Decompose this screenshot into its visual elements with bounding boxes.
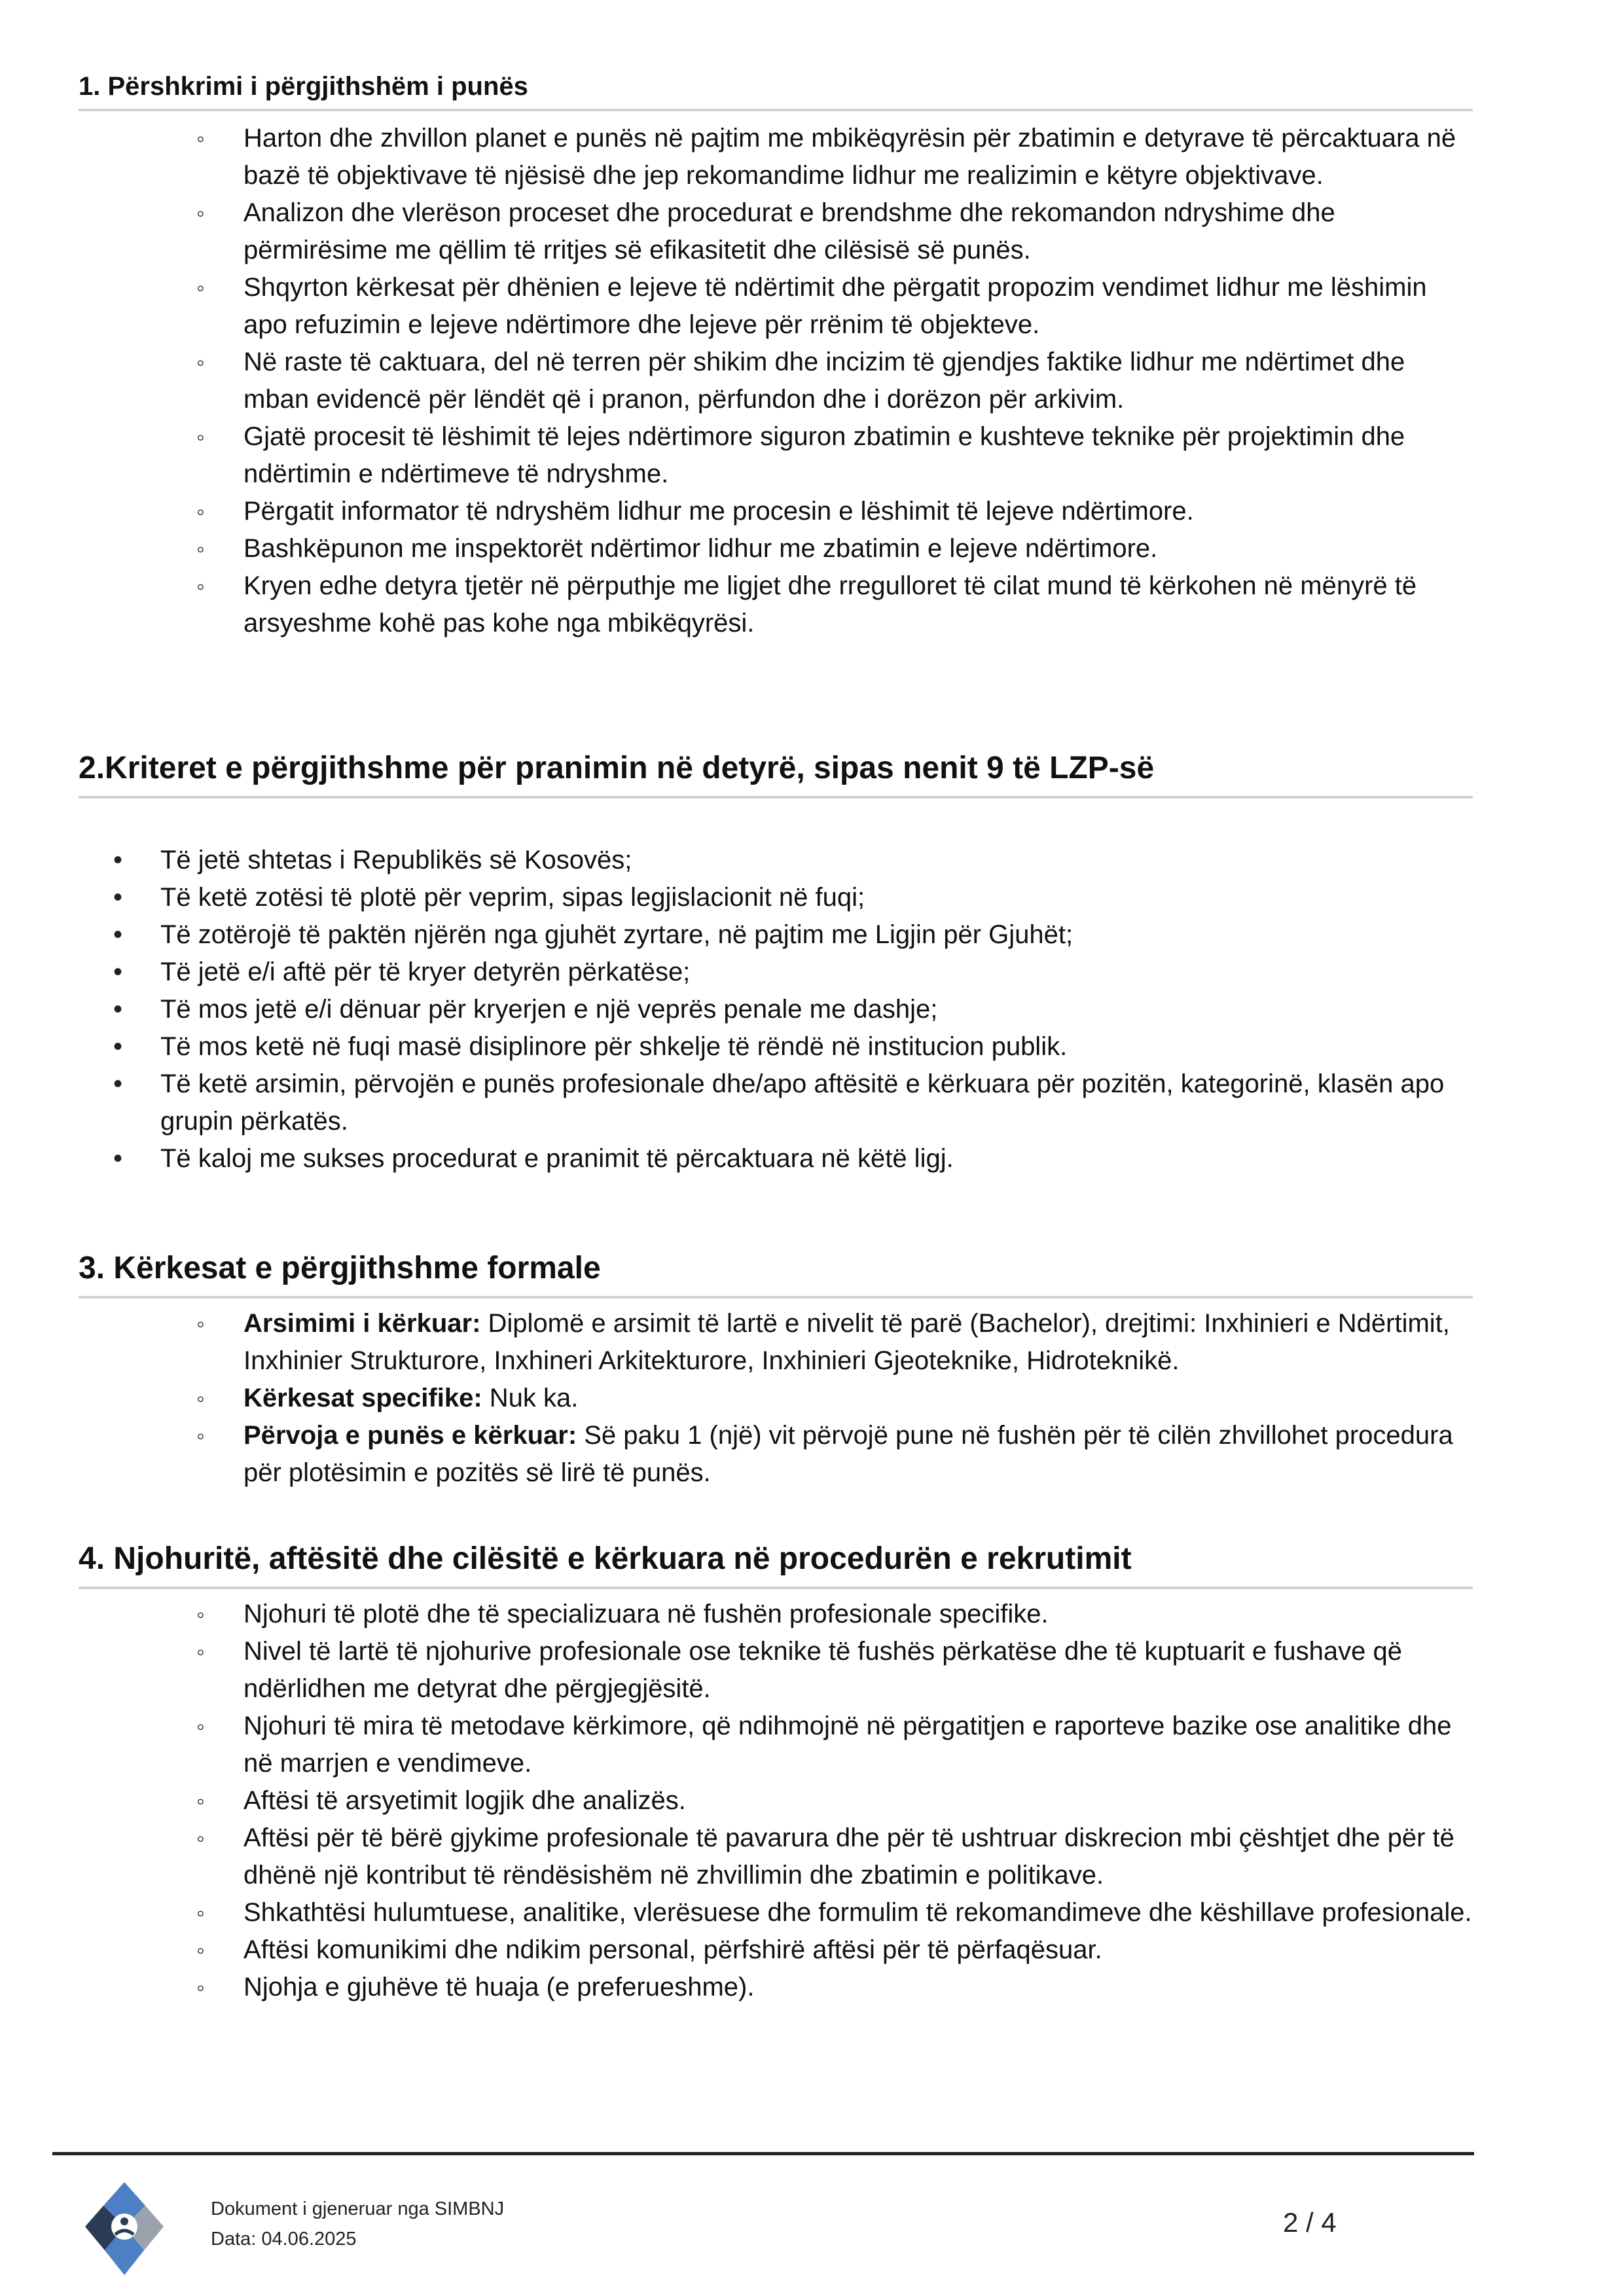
list-item: ◦ Shkathtësi hulumtuese, analitike, vlerësuese dhe formulim të rekomandimeve dhe këshillave profesionale. bbox=[244, 1894, 1474, 1931]
requirement-text: Diplomë e arsimit të lartë e nivelit të parë (Bachelor), drejtimi: Inxhinieri e Ndërtimit, Inxhinier Strukturore, Inxhineri Arkitekturore, Inxhinieri Gjeoteknike, Hidroteknikë. bbox=[244, 1309, 1450, 1375]
list-item: ◦ Aftësi për të bërë gjykime profesionale të pavarura dhe për të ushtruar diskrecion mbi çështjet dhe për të dhënë një kontribut të rëndësishëm në zhvillimin dhe zbatimin e politikave. bbox=[244, 1820, 1474, 1894]
list-item: ◦ Në raste të caktuara, del në terren për shikim dhe incizim të gjendjes faktike lidhur me ndërtimet dhe mban evidencë për lëndët që i pranon, përfundon dhe i dorëzon për arkivim. bbox=[244, 344, 1474, 418]
list-item: ◦ Shqyrton kërkesat për dhënien e lejeve të ndërtimit dhe përgatit propozim vendimet lidhur me lëshimin apo refuzimin e lejeve ndërtimore dhe lejeve për rrënim të objekteve. bbox=[244, 269, 1474, 344]
criteria-list bbox=[160, 842, 1476, 1177]
list-item bbox=[244, 1417, 1474, 1492]
list-item: ◦ Njohja e gjuhëve të huaja (e preferueshme). bbox=[244, 1969, 1474, 2006]
footer-divider bbox=[52, 2152, 1474, 2155]
requirement-label: Arsimimi i kërkuar: bbox=[244, 1309, 481, 1338]
list-item: ◦ Njohuri të plotë dhe të specializuara në fushën profesionale specifike. bbox=[244, 1596, 1474, 1633]
requirement-label: Kërkesat specifike: bbox=[244, 1384, 482, 1412]
list-item: • Të ketë zotësi të plotë për veprim, sipas legjislacionit në fuqi; bbox=[160, 879, 1476, 916]
list-item: • Të mos ketë në fuqi masë disiplinore për shkelje të rëndë në institucion publik. bbox=[160, 1028, 1476, 1066]
section-title: 2.Kriteret e përgjithshme për pranimin në detyrë, sipas nenit 9 të LZP-së bbox=[79, 753, 1473, 798]
list-item: ◦ Përgatit informator të ndryshëm lidhur me procesin e lëshimit të lejeve ndërtimore. bbox=[244, 493, 1474, 530]
list-item: ◦ Bashkëpunon me inspektorët ndërtimor lidhur me zbatimin e lejeve ndërtimore. bbox=[244, 530, 1474, 567]
list-item: ◦ Gjatë procesit të lëshimit të lejes ndërtimore siguron zbatimin e kushteve teknike për projektimin dhe ndërtimin e ndërtimeve të ndryshme. bbox=[244, 418, 1474, 493]
list-item: ◦ Harton dhe zhvillon planet e punës në pajtim me mbikëqyrësin për zbatimin e detyrave të përcaktuara në bazë të objektivave të njësisë dhe jep rekomandime lidhur me realizimin e këtyre objektivave. bbox=[244, 120, 1474, 194]
list-item: • Të zotërojë të paktën njërën nga gjuhët zyrtare, në pajtim me Ligjin për Gjuhët; bbox=[160, 916, 1476, 954]
generated-by-text: Dokument i gjeneruar nga SIMBNJ bbox=[211, 2198, 505, 2219]
page-number: 2 / 4 bbox=[1283, 2207, 1337, 2238]
list-item bbox=[244, 1305, 1474, 1380]
list-item: ◦ Analizon dhe vlerëson proceset dhe procedurat e brendshme dhe rekomandon ndryshime dhe përmirësime me qëllim të rritjes së efikasitetit dhe cilësisë së punës. bbox=[244, 194, 1474, 269]
list-item bbox=[244, 1380, 1474, 1417]
section-title: 4. Njohuritë, aftësitë dhe cilësitë e kërkuara në procedurën e rekrutimit bbox=[79, 1543, 1473, 1589]
requirement-text: Nuk ka. bbox=[482, 1384, 579, 1412]
list-item: ◦ Kryen edhe detyra tjetër në përputhje me ligjet dhe rregulloret të cilat mund të kërkohen në mënyrë të arsyeshme kohë pas kohe nga mbikëqyrësi. bbox=[244, 567, 1474, 642]
section-title: 3. Kërkesat e përgjithshme formale bbox=[79, 1253, 1473, 1299]
requirements-list bbox=[244, 1305, 1474, 1492]
list-item: ◦ Nivel të lartë të njohurive profesionale ose teknike të fushës përkatëse dhe të kuptuarit e fushave që ndërlidhen me detyrat dhe përgjegjësitë. bbox=[244, 1633, 1474, 1708]
list-item: ◦ Aftësi të arsyetimit logjik dhe analizës. bbox=[244, 1782, 1474, 1820]
requirement-label: Përvoja e punës e kërkuar: bbox=[244, 1421, 577, 1450]
requirement-text: Së paku 1 (një) vit përvojë pune në fushën për të cilën zhvillohet procedura për plotësimin e pozitës së lirë të punës. bbox=[244, 1421, 1453, 1487]
list-item: • Të kaloj me sukses procedurat e pranimit të përcaktuara në këtë ligj. bbox=[160, 1140, 1476, 1177]
footer-info bbox=[211, 2194, 504, 2254]
section-title: 1. Përshkrimi i përgjithshëm i punës bbox=[79, 73, 1473, 111]
list-item: • Të jetë e/i aftë për të kryer detyrën përkatëse; bbox=[160, 954, 1476, 991]
list-item: • Të jetë shtetas i Republikës së Kosovës; bbox=[160, 842, 1476, 879]
list-item: ◦ Njohuri të mira të metodave kërkimore, që ndihmojnë në përgatitjen e raporteve bazike ose analitike dhe në marrjen e vendimeve. bbox=[244, 1708, 1474, 1782]
list-item: • Të ketë arsimin, përvojën e punës profesionale dhe/apo aftësitë e kërkuara për pozitën, kategorinë, klasën apo grupin përkatës. bbox=[160, 1066, 1476, 1140]
list-item: • Të mos jetë e/i dënuar për kryerjen e një veprës penale me dashje; bbox=[160, 991, 1476, 1028]
list-item: ◦ Aftësi komunikimi dhe ndikim personal, përfshirë aftësi për të përfaqësuar. bbox=[244, 1931, 1474, 1969]
job-duties-list bbox=[244, 120, 1474, 642]
simbnj-logo-icon bbox=[82, 2179, 166, 2278]
document-date: Data: 04.06.2025 bbox=[211, 2229, 357, 2250]
skills-list bbox=[244, 1596, 1474, 2006]
